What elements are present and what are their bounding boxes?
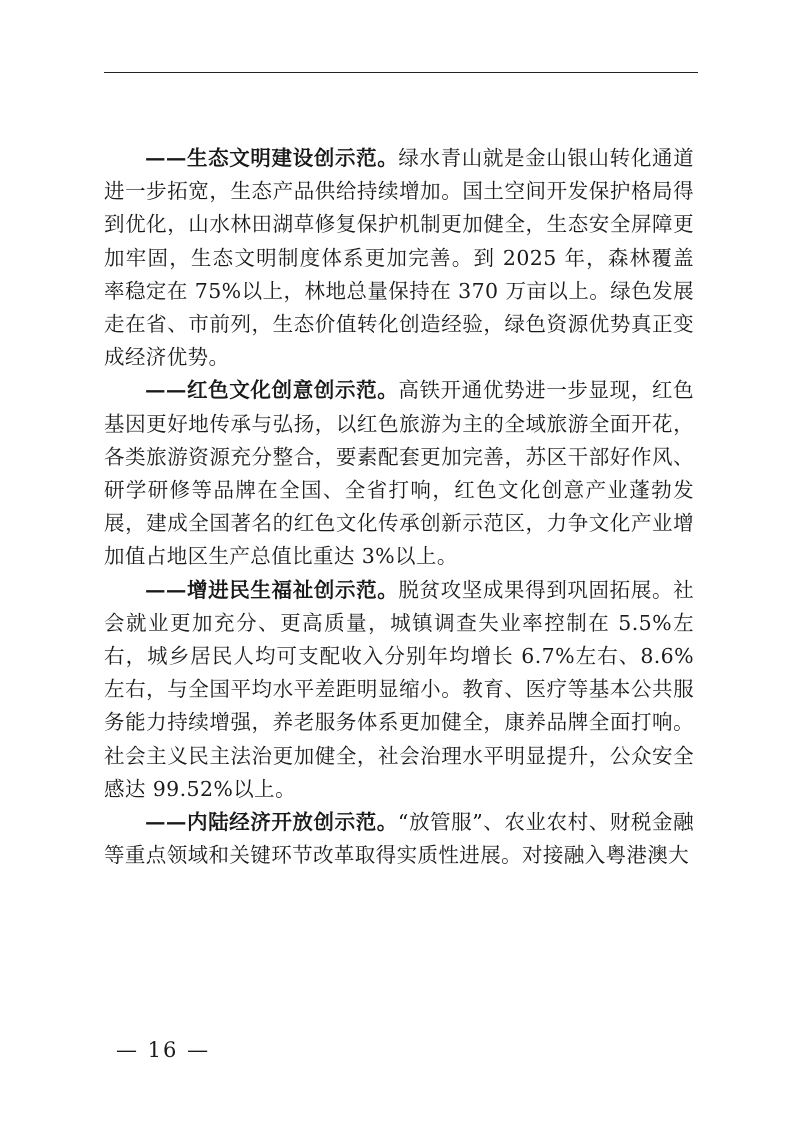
paragraph-heading: ——增进民生福祉创示范。 [145,577,399,602]
paragraph-text: 脱贫攻坚成果得到巩固拓展。社会就业更加充分、更高质量，城镇调查失业率控制在 5.5%左右，城乡居民人均可支配收入分别年均增长 6.7%左右、8.6%左右，与全国平均水平差距明显缩小。教育、医疗等基本公共服务能力持续增强，养老服务体系更加健全，康养品牌全面打响。社会主义民主法治更加健全，社会治理水平明显提升，公众安全感达 99.52%以上。 [104,577,694,801]
document-body [104,142,694,872]
paragraph-inland-economy [104,806,694,872]
page-number: — 16 — [116,1038,211,1062]
paragraph-red-culture [104,374,694,573]
paragraph-ecology [104,142,694,374]
paragraph-text: 绿水青山就是金山银山转化通道进一步拓宽，生态产品供给持续增加。国土空间开发保护格局得到优化，山水林田湖草修复保护机制更加健全，生态安全屏障更加牢固，生态文明制度体系更加完善。到 2025 年，森林覆盖率稳定在 75%以上，林地总量保持在 370 万亩以上。绿色发展走在省、市前列，生态价值转化创造经验，绿色资源优势真正变成经济优势。 [104,146,694,370]
paragraph-heading: ——生态文明建设创示范。 [145,146,399,170]
paragraph-heading: ——红色文化创意创示范。 [145,378,399,403]
paragraph-text: “放管服”、农业农村、财税金融等重点领域和关键环节改革取得实质性进展。对接融入粤港澳大 [104,810,694,868]
paragraph-text: 高铁开通优势进一步显现，红色基因更好地传承与弘扬，以红色旅游为主的全域旅游全面开花，各类旅游资源充分整合，要素配套更加完善，苏区干部好作风、研学研修等品牌在全国、全省打响，红色文化创意产业蓬勃发展，建成全国著名的红色文化传承创新示范区，力争文化产业增加值占地区生产总值比重达 3%以上。 [104,378,694,569]
paragraph-heading: ——内陆经济开放创示范。 [145,810,398,835]
paragraph-livelihood [104,574,694,806]
header-rule [104,72,698,73]
